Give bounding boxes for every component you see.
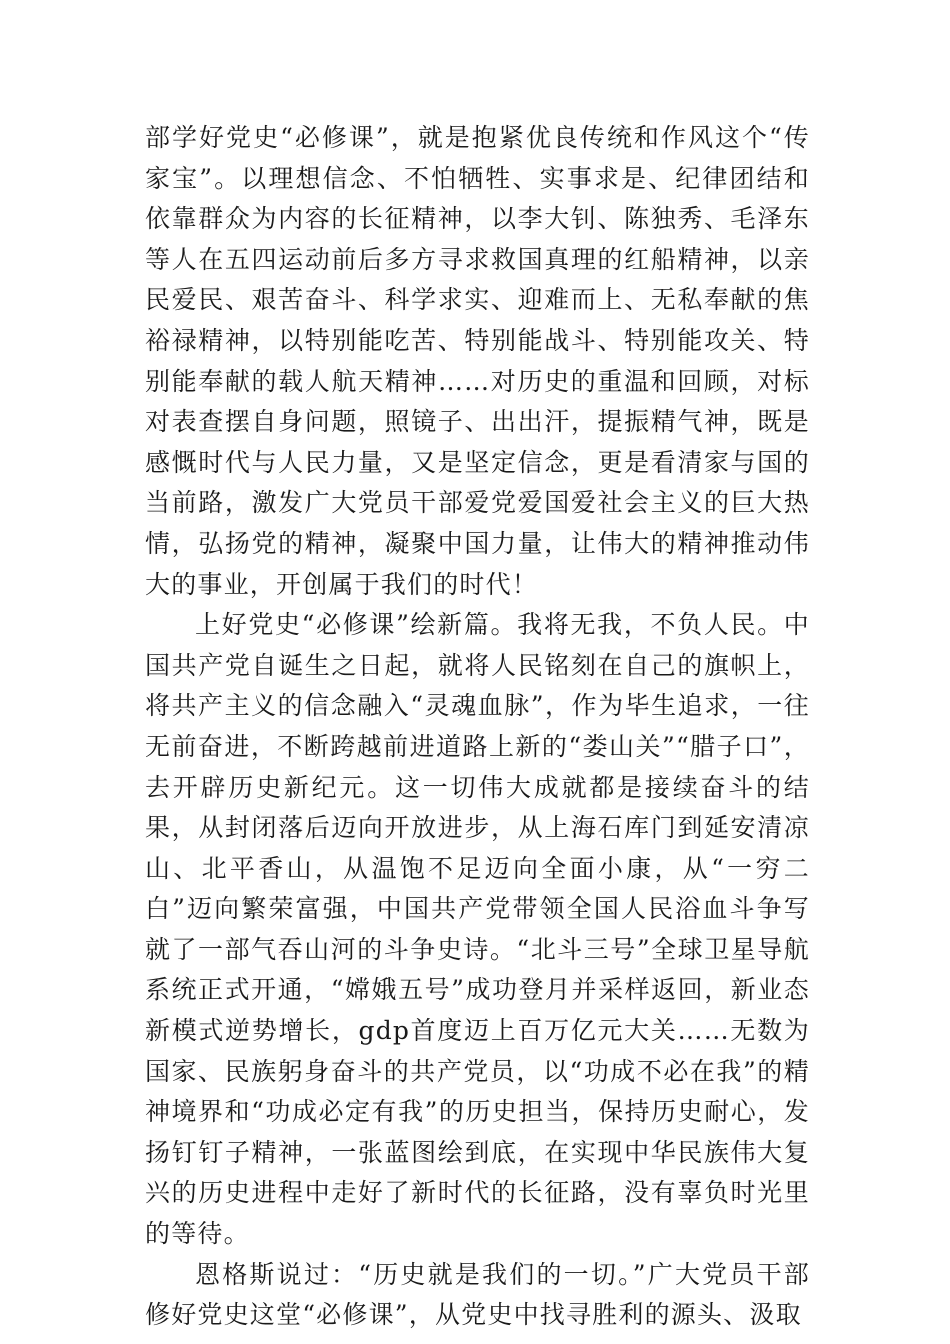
document-body — [145, 118, 810, 1336]
paragraph-2: 上好党史“必修课”绘新篇。我将无我，不负人民。中国共产党自诞生之日起，就将人民铭刻在自己的旗帜上，将共产主义的信念融入“灵魂血脉”，作为毕生追求，一往无前奋进，不断跨越前进道路上新的“娄山关”“腊子口”，去开辟历史新纪元。这一切伟大成就都是接续奋斗的结果，从封闭落后迈向开放进步，从上海石库门到延安清凉山、北平香山，从温饱不足迈向全面小康，从“一穷二白”迈向繁荣富强，中国共产党带领全国人民浴血斗争写就了一部气吞山河的斗争史诗。“北斗三号”全球卫星导航系统正式开通，“嫦娥五号”成功登月并采样返回，新业态新模式逆势增长，gdp首度迈上百万亿元大关……无数为国家、民族躬身奋斗的共产党员，以“功成不必在我”的精神境界和“功成必定有我”的历史担当，保持历史耐心，发扬钉钉子精神，一张蓝图绘到底，在实现中华民族伟大复兴的历史进程中走好了新时代的长征路，没有辜负时光里的等待。 — [145, 610, 810, 1249]
paragraph-3: 恩格斯说过：“历史就是我们的一切。”广大党员干部修好党史这堂“必修课”，从党史中找寻胜利的源头、汲取 — [145, 1259, 810, 1330]
paragraph-1: 部学好党史“必修课”，就是抱紧优良传统和作风这个“传家宝”。以理想信念、不怕牺牲、实事求是、纪律团结和依靠群众为内容的长征精神，以李大钊、陈独秀、毛泽东等人在五四运动前后多方寻求救国真理的红船精神，以亲民爱民、艰苦奋斗、科学求实、迎难而上、无私奉献的焦裕禄精神，以特别能吃苦、特别能战斗、特别能攻关、特别能奉献的载人航天精神……对历史的重温和回顾，对标对表查摆自身问题，照镜子、出出汗，提振精气神，既是感慨时代与人民力量，又是坚定信念，更是看清家与国的当前路，激发广大党员干部爱党爱国爱社会主义的巨大热情，弘扬党的精神，凝聚中国力量，让伟大的精神推动伟大的事业，开创属于我们的时代！ — [145, 123, 810, 599]
